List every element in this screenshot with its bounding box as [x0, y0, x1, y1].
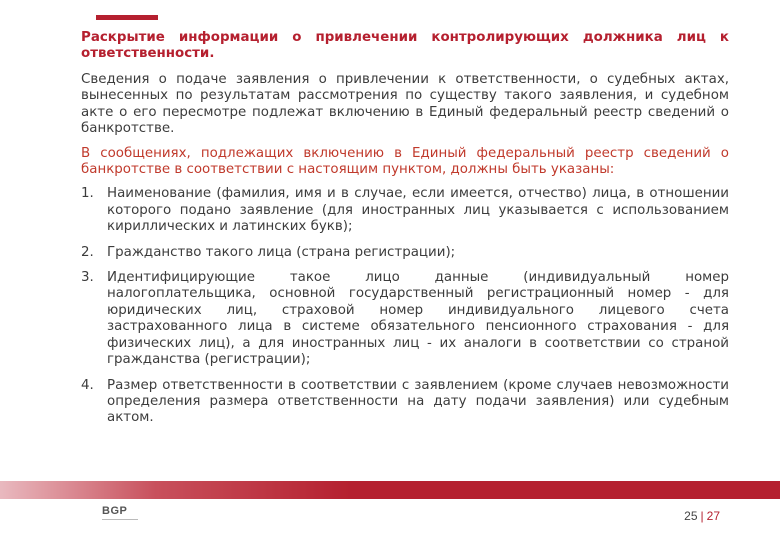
- list-item-text: Наименование (фамилия, имя и в случае, если имеется, отчество) лица, в отношении которого подано заявление (для иностранных лиц указывается с использованием кириллических и латинских букв);: [107, 186, 729, 235]
- footer-band: [0, 481, 780, 499]
- list-item-number: 1.: [81, 186, 94, 202]
- total-pages: 27: [706, 509, 720, 523]
- top-accent-bar: [96, 15, 158, 20]
- list-item-text: Размер ответственности в соответствии с заявлением (кроме случаев невозможности определения размера ответственности на дату подачи заявления) или судебным актом.: [107, 377, 729, 426]
- slide-title: Раскрытие информации о привлечении контролирующих должника лиц к ответственности.: [81, 30, 729, 61]
- requirements-list: [81, 186, 729, 426]
- lead-paragraph: В сообщениях, подлежащих включению в Единый федеральный реестр сведений о банкротстве в соответствии с настоящим пунктом, должны быть указаны:: [81, 145, 729, 178]
- page-counter: [684, 509, 720, 523]
- logo-underline: [102, 519, 138, 520]
- list-item-number: 4.: [81, 377, 94, 393]
- list-item: [81, 245, 729, 261]
- bgp-logo: BGP: [102, 505, 128, 517]
- list-item-number: 2.: [81, 244, 94, 260]
- slide-content: [81, 30, 729, 436]
- page-separator: |: [700, 509, 704, 523]
- intro-paragraph: Сведения о подаче заявления о привлечении к ответственности, о судебных актах, вынесенных по результатам рассмотрения по существу такого заявления, и судебном акте о его пересмотре подлежат включению в Единый федеральный реестр сведений о банкротстве.: [81, 72, 729, 137]
- list-item-text: Гражданство такого лица (страна регистрации);: [107, 244, 456, 260]
- list-item: [81, 186, 729, 235]
- list-item-number: 3.: [81, 270, 94, 286]
- list-item-text: Идентифицирующие такое лицо данные (индивидуальный номер налогоплательщика, основной государственный регистрационный номер - для юридических лиц, страховой номер индивидуального лицевого счета застрахованного лица в системе обязательного пенсионного страхования - для физических лиц), а для иностранных лиц - их аналоги в соответствии со страной гражданства (регистрации);: [107, 270, 729, 368]
- list-item: [81, 270, 729, 368]
- list-item: [81, 378, 729, 427]
- current-page: 25: [684, 509, 698, 523]
